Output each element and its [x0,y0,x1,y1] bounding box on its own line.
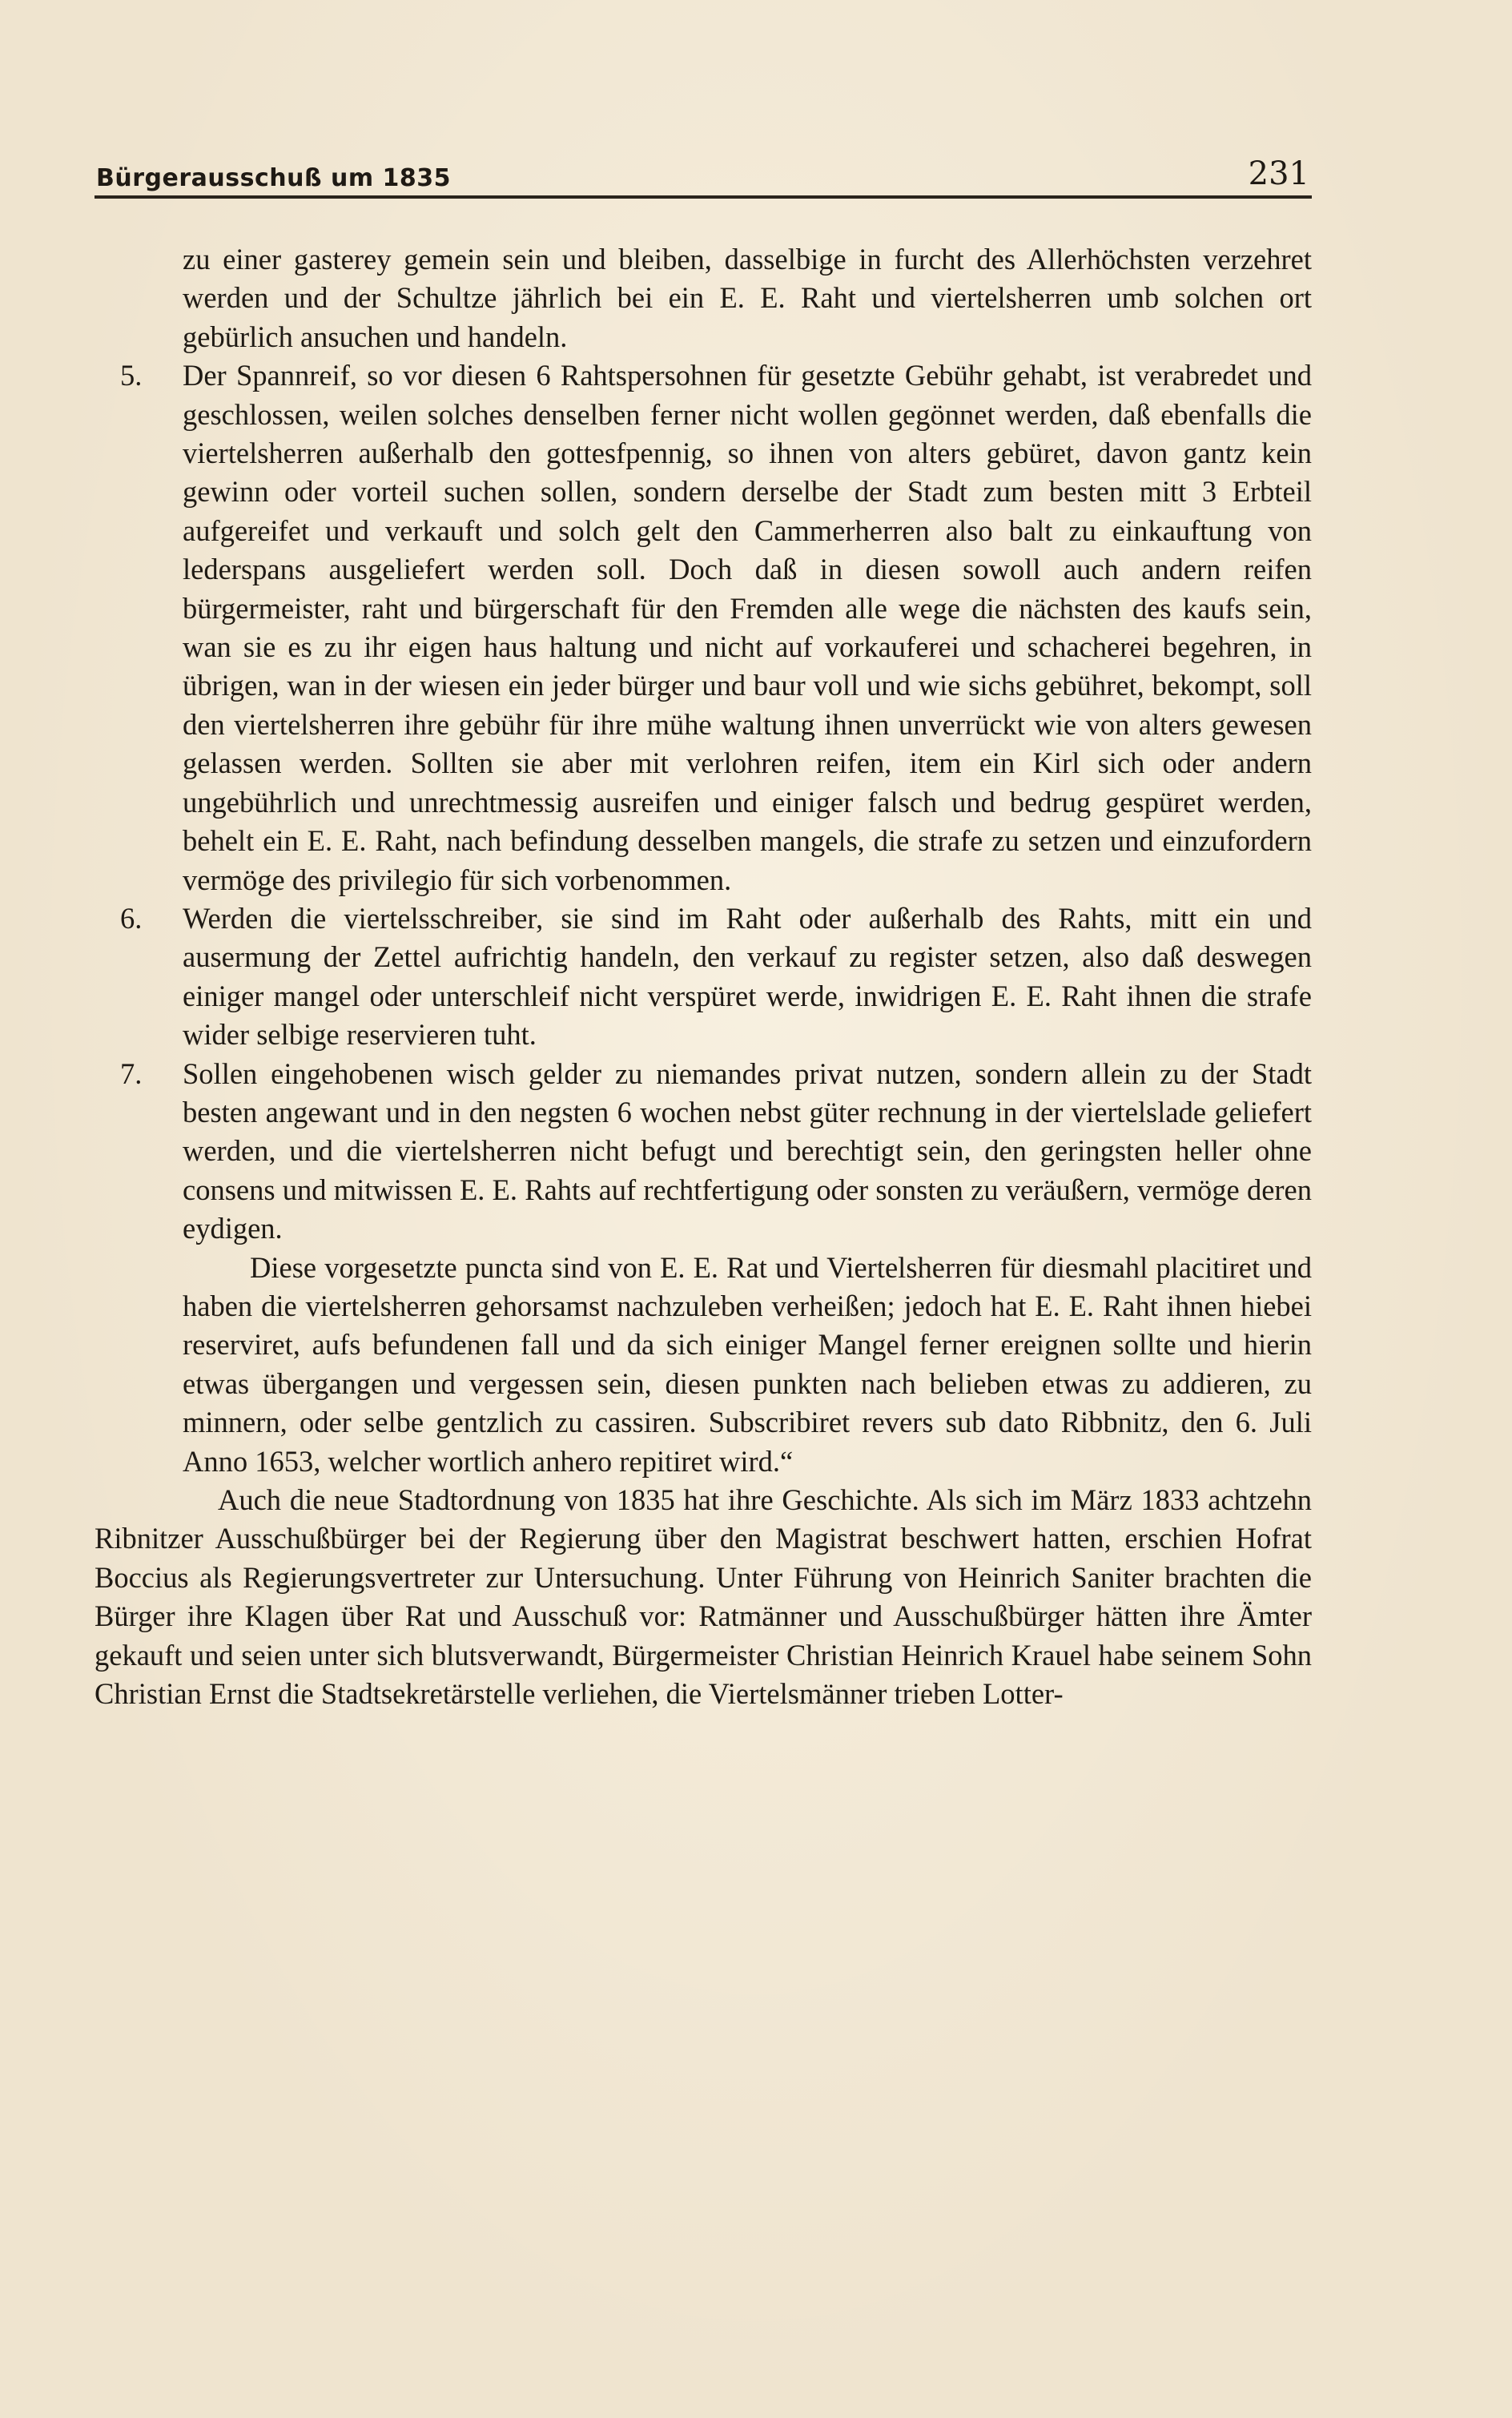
item-text: Der Spannreif, so vor diesen 6 Rahtspersohnen für gesetzte Gebühr gehabt, ist verabredet und geschlossen, weilen solches denselben ferner nicht wollen gegönnet werden, daß ebenfalls die viertelsherren außerhalb den gottesfpennig, so ihnen von alters gebüret, davon gantz kein gewinn oder vorteil suchen sollen, sondern derselbe der Stadt zum besten mitt 3 Erbteil aufgereifet und verkauft und solch gelt den Cammerherren also balt zu einkauftung von lederspans ausgeliefert werden soll. Doch daß in diesen sowoll auch andern reifen bürgermeister, raht und bürgerschaft für den Fremden alle wege die nächsten des kaufs sein, wan sie es zu ihr eigen haus haltung und nicht auf vorkauferei und schacherei begehren, in übrigen, wan in der wiesen ein jeder bürger und baur voll und wie sichs gebühret, bekompt, soll den viertelsherren ihre gebühr für ihre mühe waltung ihnen unverrückt wie von alters gewesen gelassen werden. Sollten sie aber mit verlohren reifen, item ein Kirl sich oder andern ungebührlich und unrechtmessig ausreifen und einiger falsch und bedrug gespüret werden, behelt ein E. E. Raht, nach befindung desselben mangels, die strafe zu setzen und einzufordern vermöge des privilegio für sich vorbenommen. [183,359,1312,896]
item-text: Sollen eingehobenen wisch gelder zu niemandes privat nutzen, sondern allein zu der Stadt besten angewant und in den negsten 6 wochen nebst güter rechnung in der viertelslade geliefert werden, und die viertelsherren nicht befugt und berechtigt sein, den geringsten heller ohne consens und mitwissen E. E. Rahts auf rechtfertigung oder sonsten zu veräußern, vermöge deren eydigen. [183,1056,1312,1245]
list-item-6 [94,899,1312,1055]
list-item-7 [94,1055,1312,1249]
item-number: 7. [120,1056,143,1090]
page-number: 231 [1248,155,1309,192]
main-paragraph: Auch die neue Stadtordnung von 1835 hat ihre Geschichte. Als sich im März 1833 achtzehn Ribnitzer Ausschußbürger bei der Regierung über den Magistrat beschwert hatten, erschien Hofrat Boccius als Regierungsvertreter zur Untersuchung. Unter Führung von Heinrich Saniter brachten die Bürger ihre Klagen über Rat und Ausschuß vor: Ratmänner und Ausschußbürger hätten ihre Ämter gekauft und seien unter sich blutsverwandt, Bürgermeister Christian Heinrich Krauel habe seinem Sohn Christian Ernst die Stadtsekretärstelle verliehen, die Viertelsmänner trieben Lotter- [94,1483,1312,1711]
closing-quote-paragraph: Diese vorgesetzte puncta sind von E. E. Rat und Viertelsherren für diesmahl placitiret und haben die viertelsherren gehorsamst nachzuleben verheißen; jedoch hat E. E. Raht ihnen hiebei reserviret, aufs befundenen fall und da sich einiger Mangel ferner ereignen sollte und hierin etwas übergangen und vergessen sein, diesen punkten nach belieben etwas zu addieren, zu minnern, oder selbe gentzlich zu cassiren. Subscribiret revers sub dato Ribbnitz, den 6. Juli Anno 1653, welcher wortlich anhero repitiret wird.“ [183,1250,1312,1478]
running-title: Bürgerausschuß um 1835 [96,164,452,192]
item-number: 5. [120,359,143,392]
item-number: 6. [120,901,143,935]
item-text: Werden die viertelsschreiber, sie sind im Raht oder außerhalb des Rahts, mitt ein und ausermung der Zettel aufrichtig handeln, den verkauf zu register setzen, also daß deswegen einiger mangel oder unterschleif nicht verspüret werde, inwidrigen E. E. Raht ihnen die strafe wider selbige reservieren tuht. [183,901,1312,1052]
body-text [94,240,1312,1713]
header-rule [94,195,1312,199]
continuation-paragraph: zu einer gasterey gemein sein und bleiben, dasselbige in furcht des Allerhöchsten verzehret werden und der Schultze jährlich bei ein E. E. Raht und viertelsherren umb solchen ort gebürlich ansuchen und handeln. [183,243,1312,353]
list-item-5 [94,356,1312,899]
page-header [96,144,1309,192]
